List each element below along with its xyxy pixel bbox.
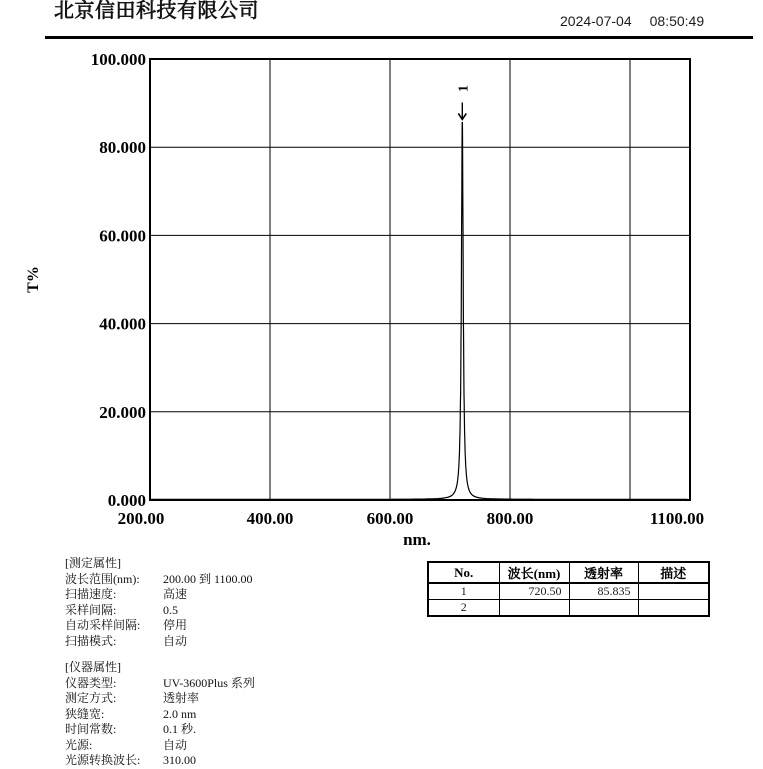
results-table (427, 561, 710, 617)
property-label: 光源转换波长: (65, 753, 141, 767)
property-section-heading: [仪器属性] (65, 660, 121, 674)
property-value: 自动 (163, 737, 188, 752)
property-value: 0.1 秒. (163, 722, 197, 736)
property-label: 测定方式: (65, 691, 117, 705)
x-axis-tick-label: 200.00 (117, 509, 165, 528)
table-header-cell: No. (428, 562, 499, 583)
x-axis-title: nm. (403, 530, 431, 549)
y-axis-tick-label: 80.000 (99, 138, 146, 158)
report-time: 08:50:49 (649, 13, 705, 29)
property-row (65, 603, 425, 619)
property-value: 310.00 (163, 753, 196, 767)
property-value: 自动 (163, 633, 188, 648)
y-axis-tick-label: 100.000 (90, 50, 146, 69)
property-label: 扫描速度: (65, 587, 117, 601)
property-value: 200.00 到 1100.00 (163, 571, 253, 586)
page-title: 北京信田科技有限公司 (54, 0, 259, 22)
table-header-cell: 波长(nm) (499, 562, 569, 583)
x-axis-tick-label: 600.00 (366, 509, 414, 528)
property-section (65, 556, 425, 649)
results-table-body (428, 583, 709, 616)
y-axis-tick-label: 60.000 (99, 226, 146, 246)
property-value: 停用 (163, 618, 188, 632)
property-value: 透射率 (163, 691, 200, 705)
report-date: 2024-07-04 (560, 13, 632, 29)
y-axis-title: T% (25, 266, 42, 293)
table-cell: 720.50 (499, 583, 569, 600)
property-value: 2.0 nm (163, 706, 197, 721)
property-row (65, 572, 425, 588)
table-cell (638, 583, 709, 600)
table-cell: 2 (428, 600, 499, 617)
x-axis-tick-label: 400.00 (246, 509, 294, 528)
property-row (65, 676, 425, 692)
property-label: 波长范围(nm): (65, 571, 140, 586)
table-cell: 85.835 (569, 583, 638, 600)
spectrum-curve (150, 123, 687, 500)
property-value: 高速 (163, 587, 188, 601)
x-axis-tick-label: 1100.00 (649, 509, 705, 528)
properties-panel (65, 556, 425, 769)
property-label: 采样间隔: (65, 602, 117, 617)
property-row (65, 738, 425, 754)
property-value: 0.5 (163, 602, 178, 617)
plot-border (150, 59, 690, 500)
x-axis-tick-label: 800.00 (486, 509, 534, 528)
table-header-cell: 透射率 (569, 562, 638, 583)
property-label: 狭缝宽: (65, 706, 105, 721)
property-row (65, 618, 425, 634)
y-axis-tick-label: 40.000 (99, 314, 146, 334)
property-value: UV-3600Plus 系列 (163, 675, 255, 690)
y-axis-tick-label: 20.000 (99, 402, 146, 422)
table-header-cell: 描述 (638, 562, 709, 583)
table-cell (569, 600, 638, 617)
property-label: 自动采样间隔: (65, 618, 141, 632)
property-label: 扫描模式: (65, 633, 117, 648)
property-row (65, 707, 425, 723)
table-cell (499, 600, 569, 617)
property-row (65, 634, 425, 650)
table-row (428, 600, 709, 617)
y-axis-tick-label: 0.000 (107, 491, 146, 510)
property-row (65, 587, 425, 603)
table-header-row (428, 562, 709, 583)
table-cell (638, 600, 709, 617)
property-label: 仪器类型: (65, 675, 117, 690)
property-row (65, 722, 425, 738)
peak-marker-label: 1 (456, 84, 472, 92)
property-row (65, 753, 425, 769)
results-table-header (428, 562, 709, 583)
property-label: 时间常数: (65, 722, 117, 736)
property-label: 光源: (65, 737, 93, 752)
table-row (428, 583, 709, 600)
property-row (65, 691, 425, 707)
table-cell: 1 (428, 583, 499, 600)
property-section-heading: [测定属性] (65, 556, 121, 570)
property-section (65, 660, 425, 769)
